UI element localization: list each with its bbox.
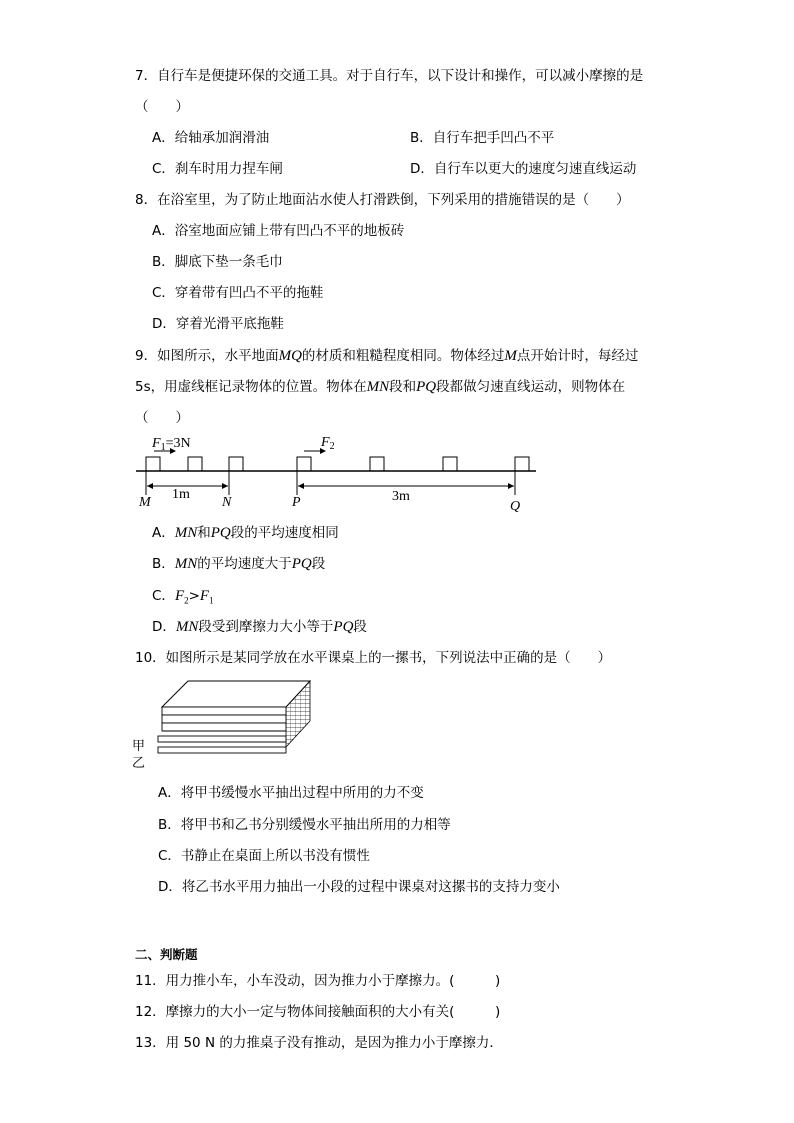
q12-line: 12．摩擦力的大小一定与物体间接触面积的大小有关( ) <box>135 1004 501 1020</box>
q7-stem: 7．自行车是便捷环保的交通工具。对于自行车，以下设计和操作，可以减小摩擦的是 <box>135 68 644 84</box>
q9-stem-line1: 9．如图所示，水平地面MQ的材质和粗糙程度相同。物体经过M点开始计时，每经过 <box>135 348 639 364</box>
q10-label-jia: 甲 <box>132 738 146 753</box>
q7-paren: （ ） <box>135 99 189 115</box>
q7-option-c: C．刹车时用力捏车闸 <box>152 161 283 177</box>
q9-box-5 <box>370 457 384 471</box>
q10-book-yi <box>158 747 286 753</box>
q9-point-p: P <box>292 495 301 510</box>
q9-box-q <box>515 457 529 471</box>
q10-option-b: B．将甲书和乙书分别缓慢水平抽出所用的力相等 <box>158 817 451 833</box>
q8-option-a: A．浴室地面应铺上带有凹凸不平的地板砖 <box>152 223 405 239</box>
q10-book-1 <box>162 707 286 715</box>
q9-box-m <box>146 457 160 471</box>
q8-option-c: C．穿着带有凹凸不平的拖鞋 <box>152 285 324 301</box>
q9-option-b: B．MN的平均速度大于PQ段 <box>152 556 326 572</box>
q10-book-2 <box>162 715 286 723</box>
q10-stack-top <box>162 681 310 707</box>
q9-point-m: M <box>139 495 151 510</box>
q9-option-c: C．$F_2>F_1$ <box>152 588 214 606</box>
q13-line: 13．用 50 N 的力推桌子没有推动，是因为推力小于摩擦力． <box>135 1035 503 1051</box>
q9-box-6 <box>443 457 457 471</box>
q7-option-a: A．给轴承加润滑油 <box>152 130 270 146</box>
q10-option-a: A．将甲书缓慢水平抽出过程中所用的力不变 <box>158 785 424 801</box>
q9-option-a: A．MN和PQ段的平均速度相同 <box>152 525 339 541</box>
q9-box-n <box>229 457 243 471</box>
q9-f2-label: $F_2$ <box>321 435 335 452</box>
section-title-judgement: 二、判断题 <box>135 947 198 962</box>
q7-option-b: B．自行车把手凹凸不平 <box>410 130 555 146</box>
q9-paren: （ ） <box>135 410 189 426</box>
q8-stem: 8．在浴室里，为了防止地面沾水使人打滑跌倒，下列采用的措施错误的是（ ） <box>135 192 630 208</box>
q9-figure <box>130 430 550 520</box>
q7-option-d: D．自行车以更大的速度匀速直线运动 <box>410 161 637 177</box>
q9-box-2 <box>188 457 202 471</box>
q10-option-c: C．书静止在桌面上所以书没有惯性 <box>158 848 370 864</box>
q9-point-q: Q <box>510 499 521 514</box>
q10-option-d: D．将乙书水平用力抽出一小段的过程中课桌对这摞书的支持力变小 <box>158 879 560 895</box>
q8-option-b: B．脚底下垫一条毛巾 <box>152 254 283 270</box>
q11-line: 11．用力推小车，小车没动，因为推力小于摩擦力。( ) <box>135 973 501 989</box>
q10-book-jia <box>158 736 286 742</box>
q10-figure <box>130 675 330 775</box>
q9-stem-line2: 5s，用虚线框记录物体的位置。物体在MN段和PQ段都做匀速直线运动，则物体在 <box>135 379 626 395</box>
q9-option-d: D．MN段受到摩擦力大小等于PQ段 <box>152 619 367 635</box>
q8-option-d: D．穿着光滑平底拖鞋 <box>152 316 284 332</box>
q10-stem: 10．如图所示是某同学放在水平课桌上的一摞书，下列说法中正确的是（ ） <box>135 650 612 666</box>
q10-label-yi: 乙 <box>132 755 146 770</box>
q9-box-p <box>297 457 311 471</box>
q10-book-3 <box>162 723 286 731</box>
q9-dim-1m: 1m <box>172 487 190 502</box>
q9-f1-label: $F_1=3N$ <box>152 436 191 453</box>
q9-point-n: N <box>222 495 232 510</box>
q9-dim-3m: 3m <box>392 489 410 504</box>
